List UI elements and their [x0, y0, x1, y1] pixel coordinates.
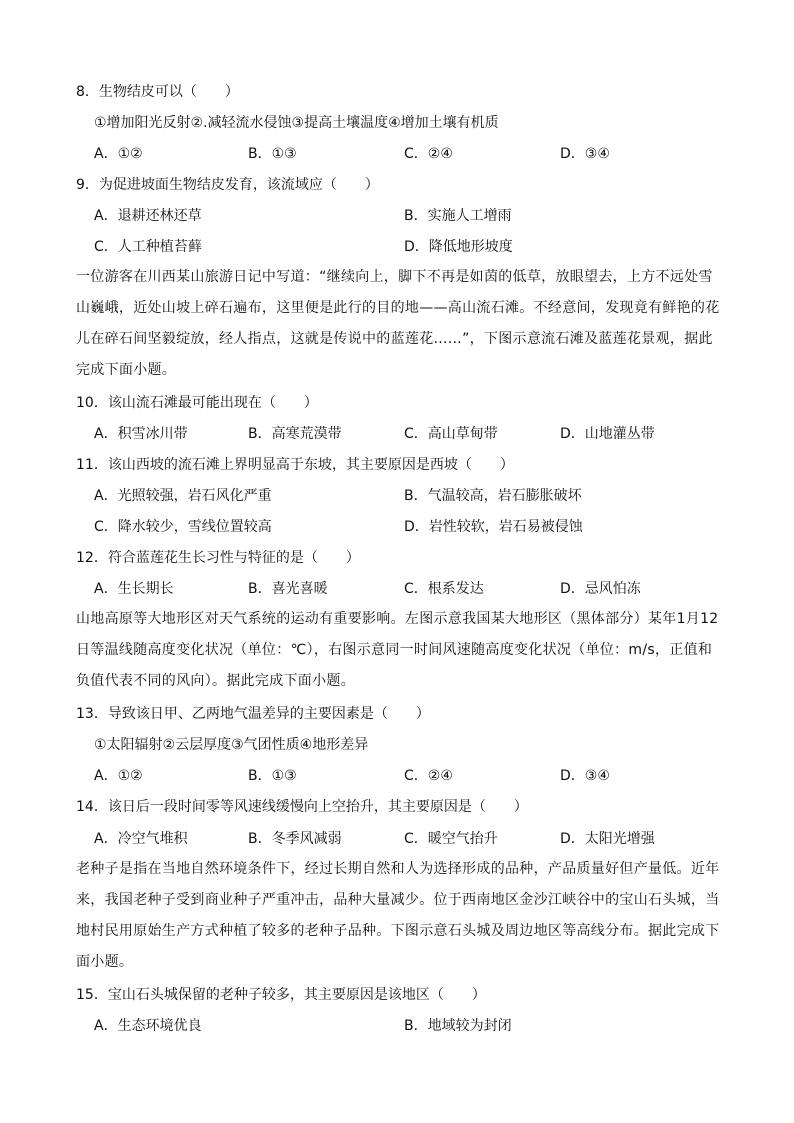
- question-14-stem: 14．该日后一段时间零等风速线缓慢向上空抬升，其主要原因是（ ）: [76, 799, 528, 815]
- q11-option-c: C．降水较少，雪线位置较高: [94, 519, 272, 535]
- q8-option-b: B．①③: [248, 146, 297, 162]
- q14-option-c: C．暖空气抬升: [404, 831, 498, 847]
- q12-option-c: C．根系发达: [404, 581, 484, 597]
- q9-option-d: D．降低地形坡度: [404, 239, 513, 255]
- q8-option-c: C．②④: [404, 146, 453, 162]
- q11-option-d: D．岩性较软，岩石易被侵蚀: [404, 519, 583, 535]
- question-13-statements: ①太阳辐射②云层厚度③气团性质④地形差异: [94, 737, 369, 753]
- q9-option-a: A．退耕还林还草: [94, 208, 202, 224]
- q13-option-b: B．①③: [248, 768, 297, 784]
- q10-option-a: A．积雪冰川带: [94, 426, 188, 442]
- question-12-stem: 12．符合蓝莲花生长习性与特征的是（ ）: [76, 550, 360, 566]
- question-15-stem: 15．宝山石头城保留的老种子较多，其主要原因是该地区（ ）: [76, 987, 486, 1003]
- q10-option-d: D．山地灌丛带: [560, 426, 655, 442]
- question-11-stem: 11．该山西坡的流石滩上界明显高于东坡，其主要原因是西坡（ ）: [76, 457, 514, 473]
- q10-option-c: C．高山草甸带: [404, 426, 498, 442]
- q14-option-b: B．冬季风减弱: [248, 831, 342, 847]
- q15-option-a: A．生态环境优良: [94, 1018, 202, 1034]
- passage-1: 一位游客在川西某山旅游日记中写道：“继续向上，脚下不再是如茵的低草，放眼望去，上方不远处雪山巍峨，近处山坡上碎石遍布，这里便是此行的目的地——高山流石滩。不经意间，发现竟有鲜艳的花儿在碎石间坚毅绽放，经人指点，这就是传说中的蓝莲花……”，下图示意流石滩及蓝莲花景观，据此完成下面小题。: [76, 269, 720, 378]
- q13-option-a: A．①②: [94, 768, 143, 784]
- passage-2: 山地高原等大地形区对天气系统的运动有重要影响。左图示意我国某大地形区（黑体部分）某年1月12日等温线随高度变化状况（单位：℃），右图示意同一时间风速随高度变化状况（单位：m/s，正值和负值代表不同的风向）。据此完成下面小题。: [76, 611, 719, 689]
- q8-option-d: D．③④: [560, 146, 610, 162]
- q13-option-d: D．③④: [560, 768, 610, 784]
- question-13-stem: 13．导致该日甲、乙两地气温差异的主要因素是（ ）: [76, 706, 430, 722]
- q12-option-b: B．喜光喜暖: [248, 581, 328, 597]
- q12-option-d: D．忌风怕冻: [560, 581, 641, 597]
- q13-option-c: C．②④: [404, 768, 453, 784]
- q11-option-b: B．气温较高，岩石膨胀破坏: [404, 488, 582, 504]
- question-8-stem: 8．生物结皮可以（ ）: [76, 84, 239, 100]
- q9-option-b: B．实施人工增雨: [404, 208, 512, 224]
- question-8-statements: ①增加阳光反射②.减轻流水侵蚀③提高土壤温度④增加土壤有机质: [94, 115, 499, 131]
- q14-option-a: A．冷空气堆积: [94, 831, 188, 847]
- q14-option-d: D．太阳光增强: [560, 831, 655, 847]
- q10-option-b: B．高寒荒漠带: [248, 426, 342, 442]
- question-9-stem: 9．为促进坡面生物结皮发育，该流域应（ ）: [76, 177, 379, 193]
- q8-option-a: A．①②: [94, 146, 143, 162]
- q15-option-b: B．地域较为封闭: [404, 1018, 512, 1034]
- q11-option-a: A．光照较强，岩石风化严重: [94, 488, 272, 504]
- q9-option-c: C．人工种植苔藓: [94, 239, 202, 255]
- passage-3: 老种子是指在当地自然环境条件下，经过长期自然和人为选择形成的品种，产品质量好但产量低。近年来，我国老种子受到商业种子严重冲击，品种大量减少。位于西南地区金沙江峡谷中的宝山石头城，当地村民用原始生产方式种植了较多的老种子品种。下图示意石头城及周边地区等高线分布。据此完成下面小题。: [76, 861, 720, 970]
- question-10-stem: 10．该山流石滩最可能出现在（ ）: [76, 395, 318, 411]
- q12-option-a: A．生长期长: [94, 581, 174, 597]
